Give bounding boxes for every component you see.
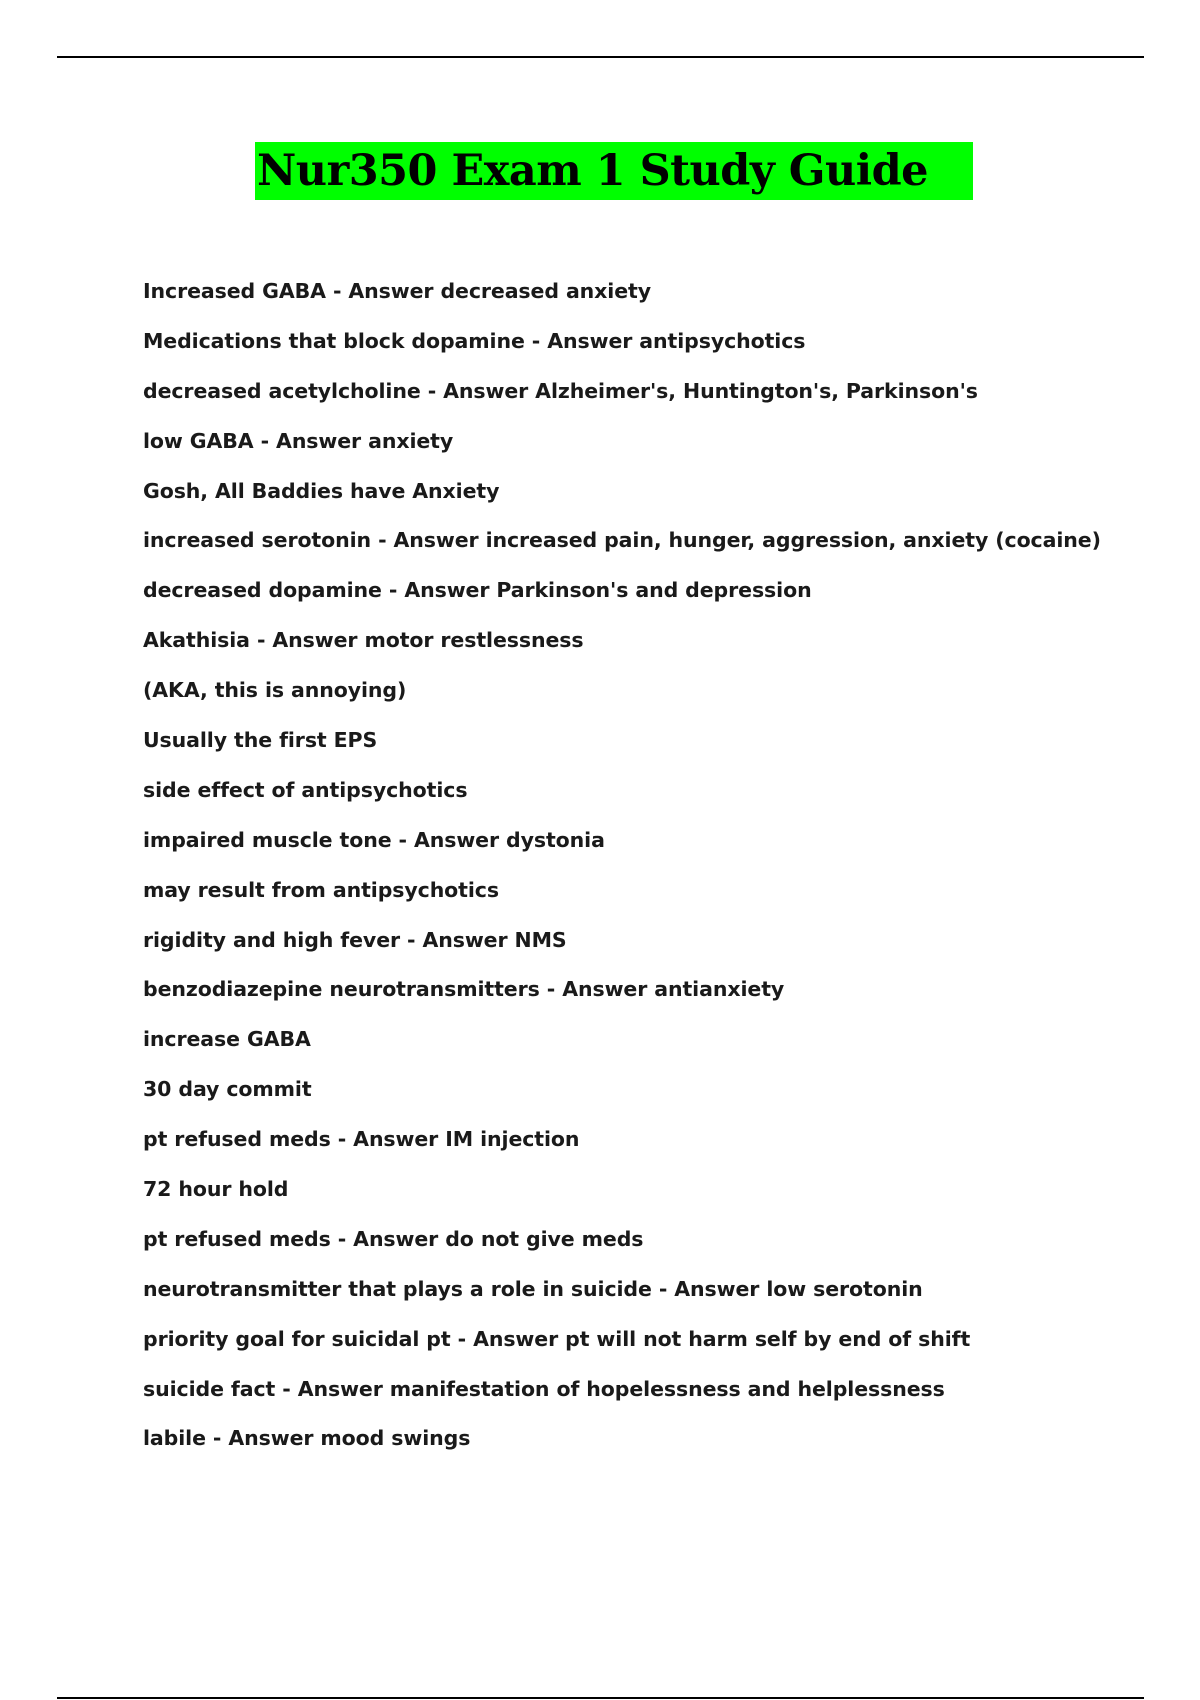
list-item: Increased GABA - Answer decreased anxiety [143,279,651,303]
top-divider [57,56,1144,58]
list-item: 30 day commit [143,1077,312,1102]
list-item: increase GABA [143,1027,311,1052]
list-item: (AKA, this is annoying) [143,678,407,703]
study-guide-list [143,273,1101,1470]
bottom-divider [57,1697,1144,1699]
list-item: pt refused meds - Answer IM injection [143,1127,580,1152]
title-block [0,142,1200,200]
list-item: may result from antipsychotics [143,877,499,902]
list-item: Akathisia - Answer motor restlessness [143,628,584,653]
list-item: priority goal for suicidal pt - Answer pt will not harm self by end of shift [143,1326,971,1351]
list-item: low GABA - Answer anxiety [143,428,454,453]
list-item: Medications that block dopamine - Answer antipsychotics [143,328,806,353]
list-item: neurotransmitter that plays a role in suicide - Answer low serotonin [143,1276,923,1301]
list-item: 72 hour hold [143,1177,289,1202]
list-item: Usually the first EPS [143,728,378,753]
list-item: pt refused meds - Answer do not give meds [143,1226,644,1251]
list-item: decreased dopamine - Answer Parkinson's and depression [143,578,812,603]
list-item: rigidity and high fever - Answer NMS [143,927,567,952]
list-item: benzodiazepine neurotransmitters - Answer antianxiety [143,977,785,1002]
page-title: Nur350 Exam 1 Study Guide [255,142,973,200]
list-item: impaired muscle tone - Answer dystonia [143,827,605,852]
list-item: side effect of antipsychotics [143,777,468,802]
list-item: labile - Answer mood swings [143,1426,471,1451]
list-item: increased serotonin - Answer increased pain, hunger, aggression, anxiety (cocaine) [143,528,1101,553]
list-item: decreased acetylcholine - Answer Alzheimer's, Huntington's, Parkinson's [143,378,978,403]
list-item: suicide fact - Answer manifestation of hopelessness and helplessness [143,1376,945,1401]
list-item: Gosh, All Baddies have Anxiety [143,478,500,503]
